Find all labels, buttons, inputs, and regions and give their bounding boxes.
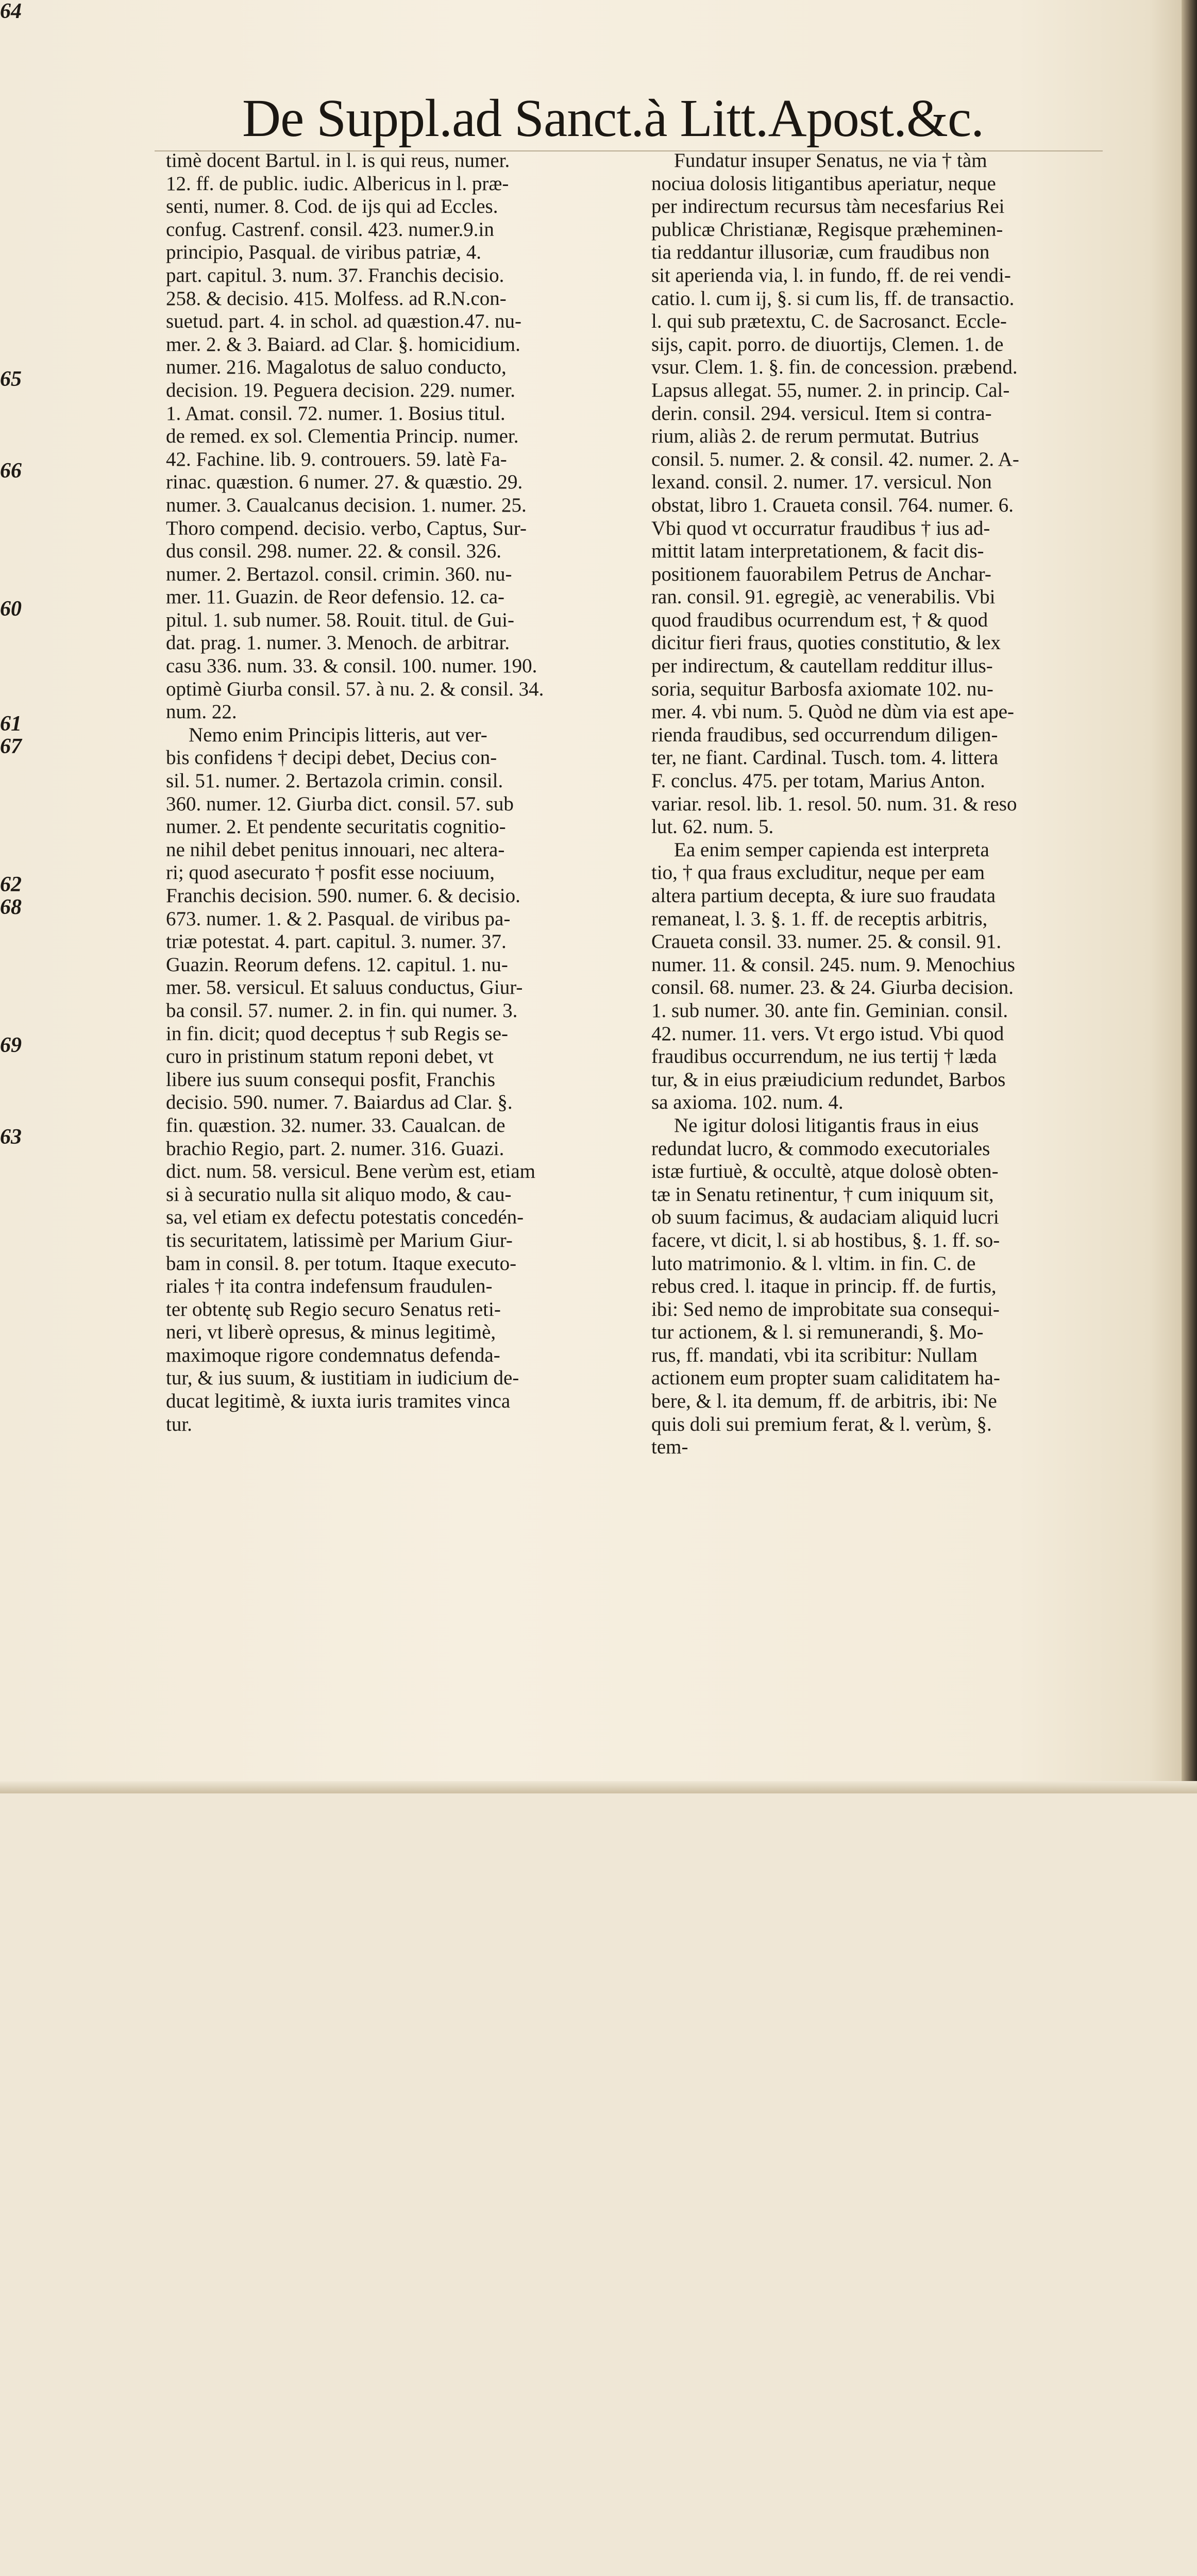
right-column-line: rienda fraudibus, sed occurrendum diligen- bbox=[651, 723, 998, 746]
left-column-line: bam in consil. 8. per totum. Itaque executo- bbox=[166, 1252, 517, 1275]
right-column-line: redundat lucro, & commodo executoriales bbox=[651, 1137, 990, 1160]
right-column-line: 42. numer. 11. vers. Vt ergo istud. Vbi quod bbox=[651, 1022, 1004, 1045]
right-margin-number: 68 bbox=[0, 895, 22, 920]
right-column-line: remaneat, l. 3. §. 1. ff. de receptis arbitris, bbox=[651, 907, 988, 930]
left-column-line: ba consil. 57. numer. 2. in fin. qui numer. 3. bbox=[166, 999, 518, 1022]
right-column-line: bere, & l. ita demum, ff. de arbitris, ibi: Ne bbox=[651, 1390, 997, 1413]
right-column-line: consil. 68. numer. 23. & 24. Giurba decision. bbox=[651, 976, 1014, 999]
left-column-line: casu 336. num. 33. & consil. 100. numer. 190. bbox=[166, 655, 537, 677]
left-column-line: 360. numer. 12. Giurba dict. consil. 57. sub bbox=[166, 792, 514, 815]
left-column-line: ne nihil debet penitus innouari, nec altera- bbox=[166, 838, 505, 861]
right-column-line: Ea enim semper capienda est interpreta bbox=[674, 838, 989, 861]
left-column-line: 258. & decisio. 415. Molfess. ad R.N.con- bbox=[166, 287, 507, 310]
right-column-line: ob suum facimus, & audaciam aliquid lucri bbox=[651, 1206, 999, 1229]
right-column-line: per indirectum recursus tàm necesfarius Rei bbox=[651, 195, 1005, 218]
right-column-line: ran. consil. 91. egregiè, ac venerabilis. Vbi bbox=[651, 586, 996, 608]
right-column-line: sa axioma. 102. num. 4. bbox=[651, 1091, 844, 1114]
left-column-line: 673. numer. 1. & 2. Pasqual. de viribus pa- bbox=[166, 907, 511, 930]
right-column-line: altera partium decepta, & iure suo fraudata bbox=[651, 885, 996, 907]
right-column-line: consil. 5. numer. 2. & consil. 42. numer. 2. A- bbox=[651, 448, 1019, 470]
right-column-line: Craueta consil. 33. numer. 25. & consil. 91. bbox=[651, 930, 1002, 953]
left-column-line: optimè Giurba consil. 57. à nu. 2. & consil. 34. bbox=[166, 677, 544, 700]
left-column-line: timè docent Bartul. in l. is qui reus, numer. bbox=[166, 149, 510, 172]
right-column-line: obstat, libro 1. Craueta consil. 764. numer. 6. bbox=[651, 494, 1014, 516]
left-margin-number: 62 bbox=[0, 872, 22, 896]
right-column-line: actionem eum propter suam caliditatem ha- bbox=[651, 1367, 1000, 1389]
page-binding-edge bbox=[1182, 0, 1197, 1793]
left-column-line: pitul. 1. sub numer. 58. Rouit. titul. de Gui- bbox=[166, 608, 514, 631]
left-column-line: num. 22. bbox=[166, 701, 237, 723]
left-column-line: dat. prag. 1. numer. 3. Menoch. de arbitrar. bbox=[166, 632, 510, 654]
right-column-line: quod fraudibus ocurrendum est, † & quod bbox=[651, 608, 988, 631]
right-column-line: numer. 11. & consil. 245. num. 9. Menochius bbox=[651, 953, 1015, 976]
left-column-line: maximoque rigore condemnatus defenda- bbox=[166, 1344, 500, 1366]
left-column-line: de remed. ex sol. Clementia Princip. numer. bbox=[166, 425, 519, 448]
left-margin-number: 63 bbox=[0, 1125, 22, 1149]
left-column-line: rinac. quæstion. 6 numer. 27. & quæstio. 29. bbox=[166, 471, 523, 494]
right-column-line: luto matrimonio. & l. vltim. in fin. C. de bbox=[651, 1252, 976, 1275]
left-column-line: ducat legitimè, & iuxta iuris tramites vinca bbox=[166, 1390, 511, 1413]
left-column-line: ri; quod asecurato † posfit esse nociuum, bbox=[166, 861, 495, 884]
right-column-line: rus, ff. mandati, vbi ita scribitur: Nullam bbox=[651, 1344, 977, 1366]
right-column-line: nociua dolosis litigantibus aperiatur, neque bbox=[651, 172, 996, 195]
right-column-line: positionem fauorabilem Petrus de Anchar- bbox=[651, 563, 991, 585]
left-column-line: sa, vel etiam ex defectu potestatis concedén- bbox=[166, 1206, 524, 1229]
left-column-line: mer. 58. versicul. Et saluus conductus, Giur- bbox=[166, 976, 523, 999]
right-margin-number: 65 bbox=[0, 367, 22, 391]
right-column-line: dicitur fieri fraus, quoties constitutio, & lex bbox=[651, 632, 1001, 654]
left-column-line: confug. Castrenf. consil. 423. numer.9.in bbox=[166, 218, 494, 241]
left-column-line: dus consil. 298. numer. 22. & consil. 326. bbox=[166, 540, 502, 563]
left-column-line: mer. 2. & 3. Baiard. ad Clar. §. homicidium. bbox=[166, 333, 520, 355]
left-column-line: tis securitatem, latissimè per Marium Giur- bbox=[166, 1229, 513, 1251]
right-column-line: lexand. consil. 2. numer. 17. versicul. Non bbox=[651, 471, 992, 494]
left-column-line: neri, vt liberè opresus, & minus legitimè, bbox=[166, 1321, 496, 1344]
left-column-line: tur. bbox=[166, 1413, 192, 1435]
right-column-line: mer. 4. vbi num. 5. Quòd ne dùm via est ape- bbox=[651, 701, 1015, 723]
page-bottom-edge bbox=[0, 1781, 1197, 1793]
right-column-line: tæ in Senatu retinentur, † cum iniquum sit, bbox=[651, 1183, 994, 1206]
right-column-line: tem- bbox=[651, 1436, 688, 1459]
left-column-line: fin. quæstion. 32. numer. 33. Caualcan. de bbox=[166, 1114, 505, 1137]
left-column-line: sil. 51. numer. 2. Bertazola crimin. consil. bbox=[166, 770, 503, 792]
right-column-line: tur, & in eius præiudicium redundet, Barbos bbox=[651, 1068, 1006, 1091]
right-column-line: lut. 62. num. 5. bbox=[651, 816, 774, 838]
left-column-line: Thoro compend. decisio. verbo, Captus, Sur- bbox=[166, 517, 527, 539]
left-column-line: tur, & ius suum, & iustitiam in iudicium de- bbox=[166, 1367, 519, 1389]
right-column-line: soria, sequitur Barbosfa axiomate 102. nu- bbox=[651, 677, 993, 700]
left-column-line: si à securatio nulla sit aliquo modo, & cau- bbox=[166, 1183, 512, 1206]
left-column-line: suetud. part. 4. in schol. ad quæstion.47. nu- bbox=[166, 310, 522, 333]
left-column bbox=[166, 149, 640, 1436]
left-column-line: senti, numer. 8. Cod. de ijs qui ad Eccles. bbox=[166, 195, 498, 218]
right-margin-number: 67 bbox=[0, 735, 22, 759]
right-column-line: Ne igitur dolosi litigantis fraus in eius bbox=[674, 1114, 979, 1137]
left-column-line: 42. Fachine. lib. 9. controuers. 59. latè Fa- bbox=[166, 448, 507, 470]
right-margin-number: 64 bbox=[0, 0, 22, 23]
right-column-line: rium, aliàs 2. de rerum permutat. Butrius bbox=[651, 425, 979, 448]
left-column-line: in fin. dicit; quod deceptus † sub Regis se- bbox=[166, 1022, 508, 1045]
left-column-line: dict. num. 58. versicul. Bene verùm est, etiam bbox=[166, 1160, 535, 1183]
left-column-line: numer. 2. Bertazol. consil. crimin. 360. nu- bbox=[166, 563, 512, 585]
right-column-line: l. qui sub prætextu, C. de Sacrosanct. Eccle- bbox=[651, 310, 1007, 333]
left-column-line: part. capitul. 3. num. 37. Franchis decisio. bbox=[166, 264, 504, 286]
right-margin-number: 69 bbox=[0, 1033, 22, 1057]
left-column-line: Guazin. Reorum defens. 12. capitul. 1. nu- bbox=[166, 953, 508, 976]
left-column-line: mer. 11. Guazin. de Reor defensio. 12. ca- bbox=[166, 586, 505, 608]
right-column-line: sit aperienda via, l. in fundo, ff. de rei vendi- bbox=[651, 264, 1011, 286]
left-column-line: bis confidens † decipi debet, Decius con- bbox=[166, 747, 497, 769]
left-column-line: curo in pristinum statum reponi debet, vt bbox=[166, 1045, 494, 1068]
left-column-line: decision. 19. Peguera decision. 229. numer. bbox=[166, 379, 516, 401]
right-column-line: mittit latam interpretationem, & facit dis- bbox=[651, 540, 984, 563]
left-column-line: decisio. 590. numer. 7. Baiardus ad Clar. §. bbox=[166, 1091, 513, 1114]
left-column-line: ter obtentę sub Regio securo Senatus reti- bbox=[166, 1298, 501, 1320]
left-column-line: Franchis decision. 590. numer. 6. & decisio. bbox=[166, 885, 520, 907]
left-column-line: triæ potestat. 4. part. capitul. 3. numer. 37. bbox=[166, 930, 507, 953]
right-column-line: sijs, capit. porro. de diuortijs, Clemen. 1. de bbox=[651, 333, 1004, 355]
right-column-line: variar. resol. lib. 1. resol. 50. num. 31. & reso bbox=[651, 792, 1017, 815]
right-column-line: rebus cred. l. itaque in princip. ff. de furtis, bbox=[651, 1275, 997, 1298]
right-margin-number: 66 bbox=[0, 459, 22, 483]
right-column-line: 1. sub numer. 30. ante fin. Geminian. consil. bbox=[651, 999, 1008, 1022]
left-column-line: brachio Regio, part. 2. numer. 316. Guazi. bbox=[166, 1137, 504, 1160]
right-column-line: tur actionem, & l. si remunerandi, §. Mo- bbox=[651, 1321, 984, 1344]
right-column-line: derin. consil. 294. versicul. Item si contra- bbox=[651, 402, 992, 425]
left-margin-number: 61 bbox=[0, 711, 22, 736]
right-column-line: Lapsus allegat. 55, numer. 2. in princip. Cal- bbox=[651, 379, 1010, 401]
right-column-line: tia reddantur illusoriæ, cum fraudibus non bbox=[651, 241, 990, 264]
right-column-line: tio, † qua fraus excluditur, neque per eam bbox=[651, 861, 985, 884]
right-column-line: fraudibus occurrendum, ne ius tertij † læda bbox=[651, 1045, 997, 1068]
left-column-line: Nemo enim Principis litteris, aut ver- bbox=[189, 723, 487, 746]
right-column-line: F. conclus. 475. per totam, Marius Anton. bbox=[651, 770, 985, 792]
right-column-line: facere, vt dicit, l. si ab hostibus, §. 1. ff. so- bbox=[651, 1229, 1000, 1251]
right-column-line: Vbi quod vt occurratur fraudibus † ius ad- bbox=[651, 517, 990, 539]
left-column-line: numer. 2. Et pendente securitatis cognitio- bbox=[166, 816, 506, 838]
left-column-line: principio, Pasqual. de viribus patriæ, 4. bbox=[166, 241, 482, 264]
right-column-line: Fundatur insuper Senatus, ne via † tàm bbox=[674, 149, 987, 172]
right-column-line: ibi: Sed nemo de improbitate sua consequi- bbox=[651, 1298, 1000, 1320]
right-column bbox=[651, 149, 1125, 1459]
right-column-line: per indirectum, & cautellam redditur illus- bbox=[651, 655, 993, 677]
left-column-line: numer. 3. Caualcanus decision. 1. numer. 25. bbox=[166, 494, 527, 516]
left-margin-number: 60 bbox=[0, 597, 22, 621]
left-column-line: 12. ff. de public. iudic. Albericus in l. præ- bbox=[166, 172, 509, 195]
right-column-line: istæ furtiuè, & occultè, atque dolosè obten- bbox=[651, 1160, 999, 1183]
right-column-line: vsur. Clem. 1. §. fin. de concession. præbend. bbox=[651, 356, 1018, 379]
right-column-line: publicæ Christianæ, Regisque præheminen- bbox=[651, 218, 1003, 241]
left-column-line: riales † ita contra indefensum fraudulen- bbox=[166, 1275, 493, 1298]
right-column-line: catio. l. cum ij, §. si cum lis, ff. de transactio. bbox=[651, 287, 1015, 310]
left-column-line: 1. Amat. consil. 72. numer. 1. Bosius titul. bbox=[166, 402, 505, 425]
running-head: De Suppl.ad Sanct.à Litt.Apost.&c. bbox=[242, 89, 984, 148]
right-column-line: ter, ne fiant. Cardinal. Tusch. tom. 4. littera bbox=[651, 747, 999, 769]
left-column-line: libere ius suum consequi posfit, Franchis bbox=[166, 1068, 496, 1091]
right-column-line: quis doli sui premium ferat, & l. verùm, §. bbox=[651, 1413, 992, 1435]
left-column-line: numer. 216. Magalotus de saluo conducto, bbox=[166, 356, 507, 379]
